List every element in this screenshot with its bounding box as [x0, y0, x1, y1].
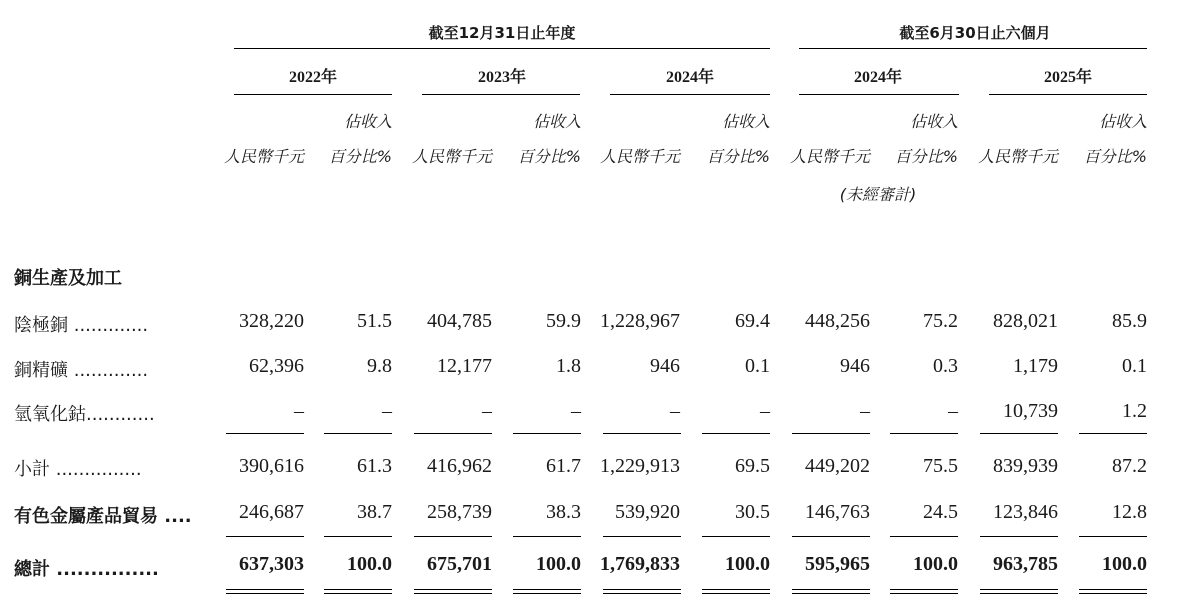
double-rule: [1079, 589, 1147, 590]
cell: 539,920: [615, 501, 680, 523]
cell: 0.3: [933, 355, 958, 377]
double-rule: [414, 593, 492, 594]
group2-rule: [799, 48, 1147, 49]
total-rule-top: [890, 536, 958, 537]
year-rule: [422, 94, 580, 95]
col-pct-line2: 百分比%: [894, 147, 958, 166]
cell: 1,229,913: [600, 455, 680, 477]
cell: 595,965: [805, 553, 870, 575]
col-pct-line1: 佔收入: [343, 112, 392, 131]
cell: 87.2: [1112, 455, 1147, 477]
cell: 59.9: [546, 310, 581, 332]
cell: 100.0: [347, 553, 392, 575]
subtotal-rule: [890, 433, 958, 434]
double-rule: [414, 589, 492, 590]
double-rule: [226, 593, 304, 594]
double-rule: [226, 589, 304, 590]
cell: 123,846: [993, 501, 1058, 523]
double-rule: [513, 593, 581, 594]
cell: 1,228,967: [600, 310, 680, 332]
subtotal-rule: [226, 433, 304, 434]
col-pct-line2: 百分比%: [328, 147, 392, 166]
cell: 38.3: [546, 501, 581, 523]
double-rule: [324, 593, 392, 594]
cell: 69.5: [735, 455, 770, 477]
double-rule: [980, 593, 1058, 594]
cell: 100.0: [536, 553, 581, 575]
cell: 637,303: [239, 553, 304, 575]
col-pct-line1: 佔收入: [532, 112, 581, 131]
double-rule: [603, 593, 681, 594]
double-rule: [1079, 593, 1147, 594]
cell: 69.4: [735, 310, 770, 332]
double-rule: [603, 589, 681, 590]
total-rule-top: [603, 536, 681, 537]
cell: 61.3: [357, 455, 392, 477]
cell: 1,179: [1013, 355, 1058, 377]
double-rule: [324, 589, 392, 590]
year-2024-h1: 2024年: [853, 69, 903, 86]
cell: –: [670, 400, 680, 422]
cell: 828,021: [993, 310, 1058, 332]
double-rule: [980, 589, 1058, 590]
cell: –: [382, 400, 392, 422]
subtotal-rule: [603, 433, 681, 434]
cell: 75.2: [923, 310, 958, 332]
subtotal-rule: [702, 433, 770, 434]
total-rule-top: [324, 536, 392, 537]
row-label-cobalt-hydroxide: 氫氧化鈷............: [14, 404, 155, 425]
cell: 30.5: [735, 501, 770, 523]
cell: 146,763: [805, 501, 870, 523]
cell: 85.9: [1112, 310, 1147, 332]
cell: 1.8: [556, 355, 581, 377]
cell: 0.1: [745, 355, 770, 377]
cell: –: [860, 400, 870, 422]
cell: 100.0: [1102, 553, 1147, 575]
cell: –: [294, 400, 304, 422]
col-rmb: 人民幣千元: [789, 147, 870, 166]
year-rule: [799, 94, 959, 95]
cell: 448,256: [805, 310, 870, 332]
subtotal-rule: [513, 433, 581, 434]
unaudited-note: (未經審計): [839, 185, 917, 204]
cell: –: [948, 400, 958, 422]
cell: 946: [840, 355, 870, 377]
year-2022: 2022年: [288, 69, 338, 86]
cell: 0.1: [1122, 355, 1147, 377]
year-2024: 2024年: [665, 69, 715, 86]
col-pct-line2: 百分比%: [706, 147, 770, 166]
row-label-cathode-copper: 陰極銅 .............: [14, 315, 149, 336]
section-title: 銅生產及加工: [14, 268, 122, 289]
total-rule-top: [1079, 536, 1147, 537]
col-rmb: 人民幣千元: [977, 147, 1058, 166]
row-label-subtotal: 小計 ...............: [14, 459, 142, 480]
cell: –: [571, 400, 581, 422]
cell: 963,785: [993, 553, 1058, 575]
total-rule-top: [226, 536, 304, 537]
year-rule: [234, 94, 392, 95]
double-rule: [890, 589, 958, 590]
row-label-nonferrous-trading: 有色金屬產品貿易 ....: [14, 506, 192, 527]
double-rule: [702, 593, 770, 594]
cell: 449,202: [805, 455, 870, 477]
double-rule: [513, 589, 581, 590]
row-label-total: 總計 ...............: [14, 559, 159, 580]
header-six-months: 截至6月30日止六個月: [899, 24, 1051, 42]
row-label-copper-concentrate: 銅精礦 .............: [14, 360, 149, 381]
cell: 390,616: [239, 455, 304, 477]
cell: 38.7: [357, 501, 392, 523]
col-pct-line2: 百分比%: [1083, 147, 1147, 166]
col-pct-line2: 百分比%: [517, 147, 581, 166]
cell: 1,769,833: [600, 553, 680, 575]
header-year-ended: 截至12月31日止年度: [428, 24, 576, 42]
col-rmb: 人民幣千元: [411, 147, 492, 166]
col-rmb: 人民幣千元: [223, 147, 304, 166]
cell: 24.5: [923, 501, 958, 523]
total-rule-top: [792, 536, 870, 537]
cell: 1.2: [1122, 400, 1147, 422]
cell: 839,939: [993, 455, 1058, 477]
double-rule: [792, 589, 870, 590]
cell: 75.5: [923, 455, 958, 477]
cell: 12.8: [1112, 501, 1147, 523]
cell: 9.8: [367, 355, 392, 377]
col-pct-line1: 佔收入: [1098, 112, 1147, 131]
double-rule: [890, 593, 958, 594]
double-rule: [792, 593, 870, 594]
cell: 100.0: [725, 553, 770, 575]
cell: 246,687: [239, 501, 304, 523]
cell: 328,220: [239, 310, 304, 332]
total-rule-top: [702, 536, 770, 537]
cell: 946: [650, 355, 680, 377]
subtotal-rule: [414, 433, 492, 434]
col-pct-line1: 佔收入: [721, 112, 770, 131]
subtotal-rule: [324, 433, 392, 434]
cell: 404,785: [427, 310, 492, 332]
cell: 10,739: [1003, 400, 1058, 422]
col-rmb: 人民幣千元: [599, 147, 680, 166]
col-pct-line1: 佔收入: [909, 112, 958, 131]
subtotal-rule: [792, 433, 870, 434]
year-rule: [610, 94, 770, 95]
cell: 675,701: [427, 553, 492, 575]
cell: –: [760, 400, 770, 422]
double-rule: [702, 589, 770, 590]
year-2023: 2023年: [477, 69, 527, 86]
subtotal-rule: [1079, 433, 1147, 434]
cell: –: [482, 400, 492, 422]
total-rule-top: [513, 536, 581, 537]
cell: 12,177: [437, 355, 492, 377]
cell: 100.0: [913, 553, 958, 575]
cell: 62,396: [249, 355, 304, 377]
group1-rule: [234, 48, 770, 49]
subtotal-rule: [980, 433, 1058, 434]
year-2025-h1: 2025年: [1043, 69, 1093, 86]
cell: 51.5: [357, 310, 392, 332]
cell: 61.7: [546, 455, 581, 477]
year-rule: [989, 94, 1147, 95]
total-rule-top: [980, 536, 1058, 537]
cell: 258,739: [427, 501, 492, 523]
total-rule-top: [414, 536, 492, 537]
cell: 416,962: [427, 455, 492, 477]
